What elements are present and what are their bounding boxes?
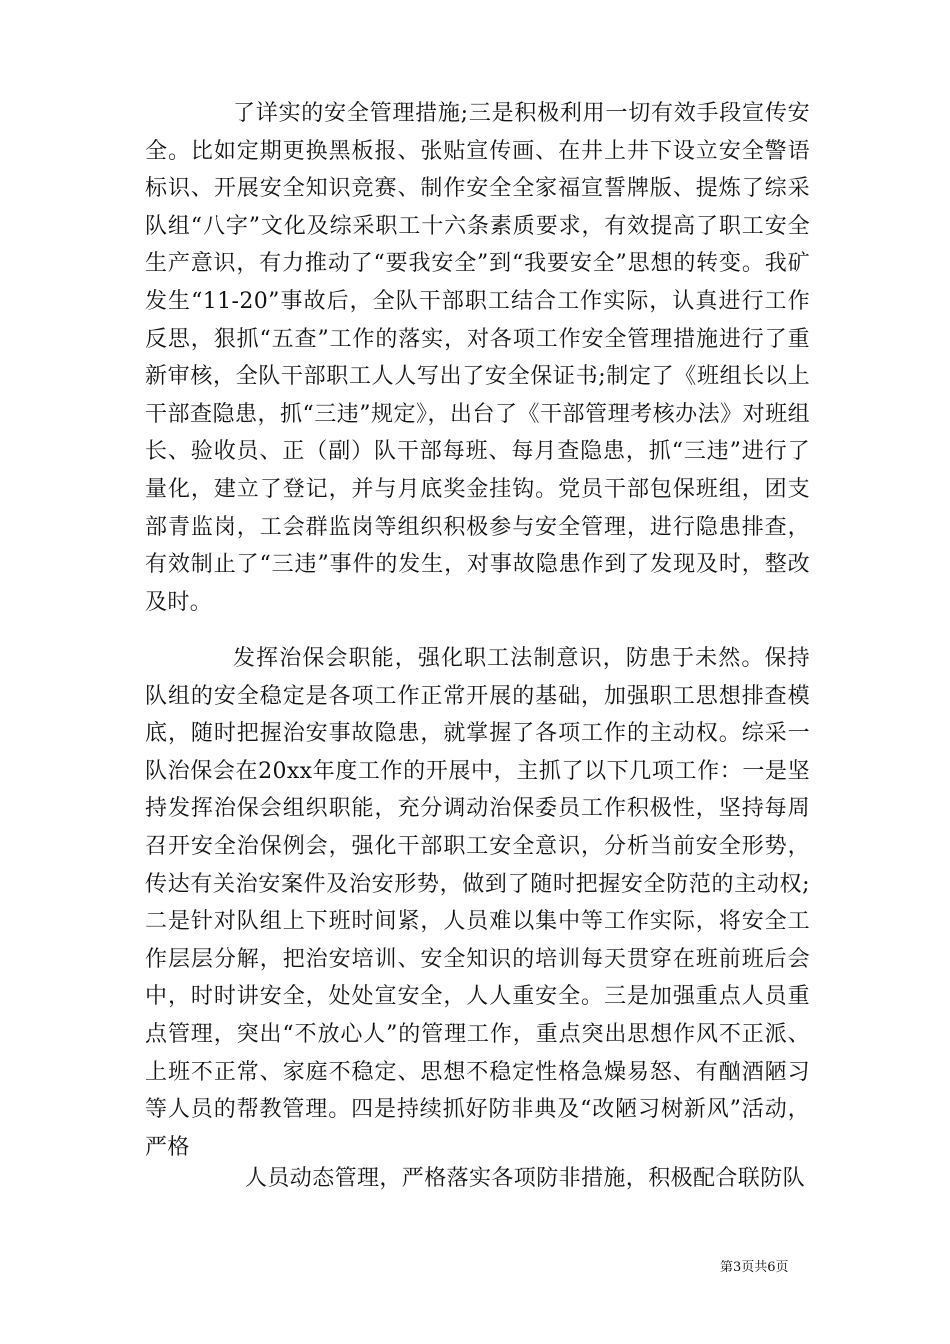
body-paragraph-3: 人员动态管理，严格落实各项防非措施，积极配合联防队 — [245, 1166, 806, 1191]
page-number-footer: 第3页共6页 — [720, 1260, 789, 1275]
body-paragraph-1: 了详实的安全管理措施;三是积极利用一切有效手段宣传安全。比如定期更换黑板报、张贴宣传画、在井上井下设立安全警语标识、开展安全知识竞赛、制作安全全家福宣誓牌版、提炼了综采队组“八字”文化及综采职工十六条素质要求，有效提高了职工安全生产意识，有力推动了“要我安全”到“我要安全”思想的转变。我矿发生“11-20”事故后，全队干部职工结合工作实际，认真进行工作反思，狠抓“五查”工作的落实，对各项工作安全管理措施进行了重新审核，全队干部职工人人写出了安全保证书;制定了《班组长以上干部查隐患，抓“三违”规定》，出台了《干部管理考核办法》对班组长、验收员、正（副）队干部每班、每月查隐患，抓“三违”进行了量化，建立了登记，并与月底奖金挂钩。党员干部包保班组，团支部青监岗，工会群监岗等组织积极参与安全管理，进行隐患排查，有效制止了“三违”事件的发生，对事故隐患作到了发现及时，整改及时。 — [145, 101, 810, 615]
body-paragraph-2: 发挥治保会职能，强化职工法制意识，防患于未然。保持队组的安全稳定是各项工作正常开展的基础，加强职工思想排查模底，随时把握治安事故隐患，就掌握了各项工作的主动权。综采一队治保会在20xx年度工作的开展中，主抓了以下几项工作：一是坚持发挥治保会组织职能，充分调动治保委员工作积极性，坚持每周召开安全治保例会，强化干部职工安全意识，分析当前安全形势，传达有关治安案件及治安形势，做到了随时把握安全防范的主动权;二是针对队组上下班时间紧，人员难以集中等工作实际，将安全工作层层分解，把治安培训、安全知识的培训每天贯穿在班前班后会中，时时讲安全，处处宣安全，人人重安全。三是加强重点人员重点管理，突出“不放心人”的管理工作，重点突出思想作风不正派、上班不正常、家庭不稳定、思想不稳定性格急燥易怒、有酗酒陋习等人员的帮教管理。四是持续抓好防非典及“改陋习树新风”活动，严格 — [145, 646, 810, 1160]
